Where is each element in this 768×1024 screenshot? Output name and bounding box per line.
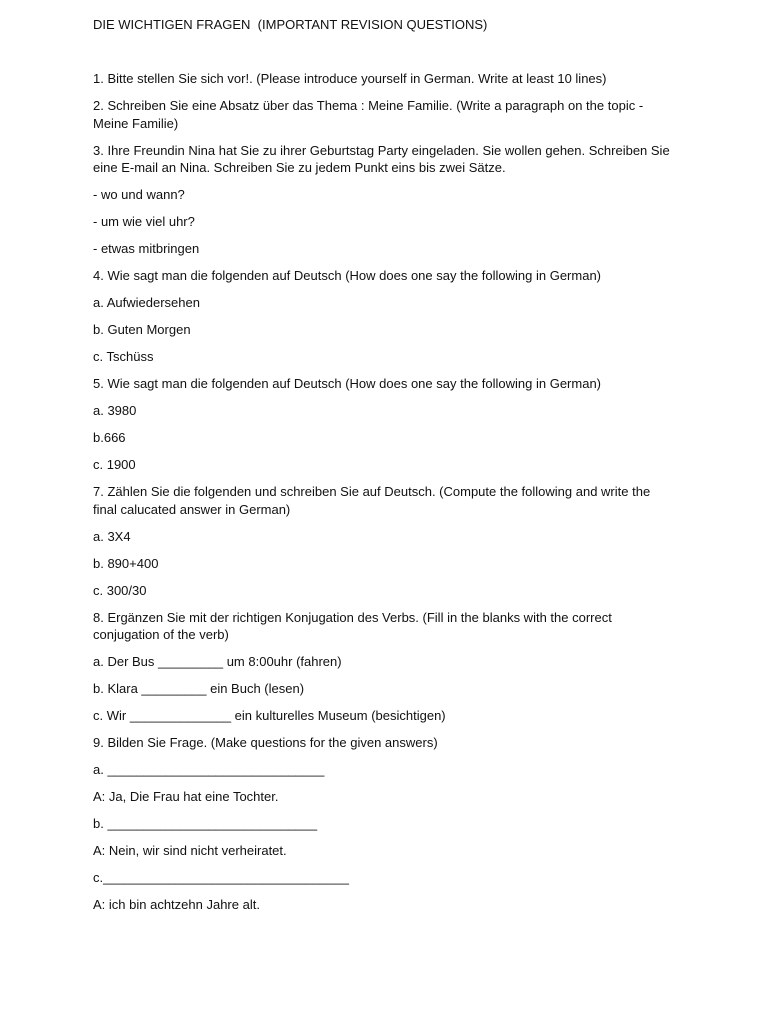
question-line: c. 1900 [93, 457, 136, 472]
question-line: b. 890+400 [93, 555, 159, 571]
question-line: a. 3X4 [93, 528, 131, 544]
question-line: b. Klara _________ ein Buch (lesen) [93, 681, 305, 696]
question-line: 9. Bilden Sie Frage. (Make questions for the given answers) [93, 735, 438, 750]
document-title: DIE WICHTIGEN FRAGEN (IMPORTANT REVISION QUESTIONS) [93, 17, 488, 32]
question-line: - wo und wann? [93, 187, 185, 202]
question-line: 7. Zählen Sie die folgenden und schreiben Sie auf Deutsch. (Compute the following and write the final calucated answer in German) [93, 484, 651, 517]
question-line: 2. Schreiben Sie eine Absatz über das Thema : Meine Familie. (Write a paragraph on the topic - Meine Familie) [93, 98, 644, 131]
question-line: a. ______________________________ [93, 762, 325, 777]
question-line: c.__________________________________ [93, 870, 349, 885]
question-line: - um wie viel uhr? [93, 214, 195, 229]
question-line: - etwas mitbringen [93, 241, 200, 256]
question-line: c. Tschüss [93, 349, 154, 364]
question-line: A: Nein, wir sind nicht verheiratet. [93, 843, 287, 858]
document-page [93, 16, 673, 923]
question-line: a. 3980 [93, 403, 137, 418]
question-line: b. _____________________________ [93, 816, 318, 831]
question-list [93, 70, 673, 914]
question-line: b.666 [93, 430, 126, 445]
question-line: 1. Bitte stellen Sie sich vor!. (Please introduce yourself in German. Write at least 10 lines) [93, 71, 607, 86]
question-line: c. Wir ______________ ein kulturelles Museum (besichtigen) [93, 708, 446, 723]
question-line: c. 300/30 [93, 582, 147, 598]
question-line: b. Guten Morgen [93, 322, 191, 337]
question-line: 8. Ergänzen Sie mit der richtigen Konjugation des Verbs. (Fill in the blanks with the correct conjugation of the verb) [93, 609, 612, 642]
question-line: a. Aufwiedersehen [93, 295, 200, 310]
question-line: a. Der Bus _________ um 8:00uhr (fahren) [93, 654, 342, 669]
question-line: A: Ja, Die Frau hat eine Tochter. [93, 789, 279, 804]
question-line: 4. Wie sagt man die folgenden auf Deutsch (How does one say the following in German) [93, 268, 601, 283]
question-line: 5. Wie sagt man die folgenden auf Deutsch (How does one say the following in German) [93, 376, 601, 391]
question-line: 3. Ihre Freundin Nina hat Sie zu ihrer Geburtstag Party eingeladen. Sie wollen gehen. Schreiben Sie eine E-mail an Nina. Schreiben Sie zu jedem Punkt eins bis zwei Sätze. [93, 142, 670, 175]
question-line: A: ich bin achtzehn Jahre alt. [93, 897, 260, 912]
